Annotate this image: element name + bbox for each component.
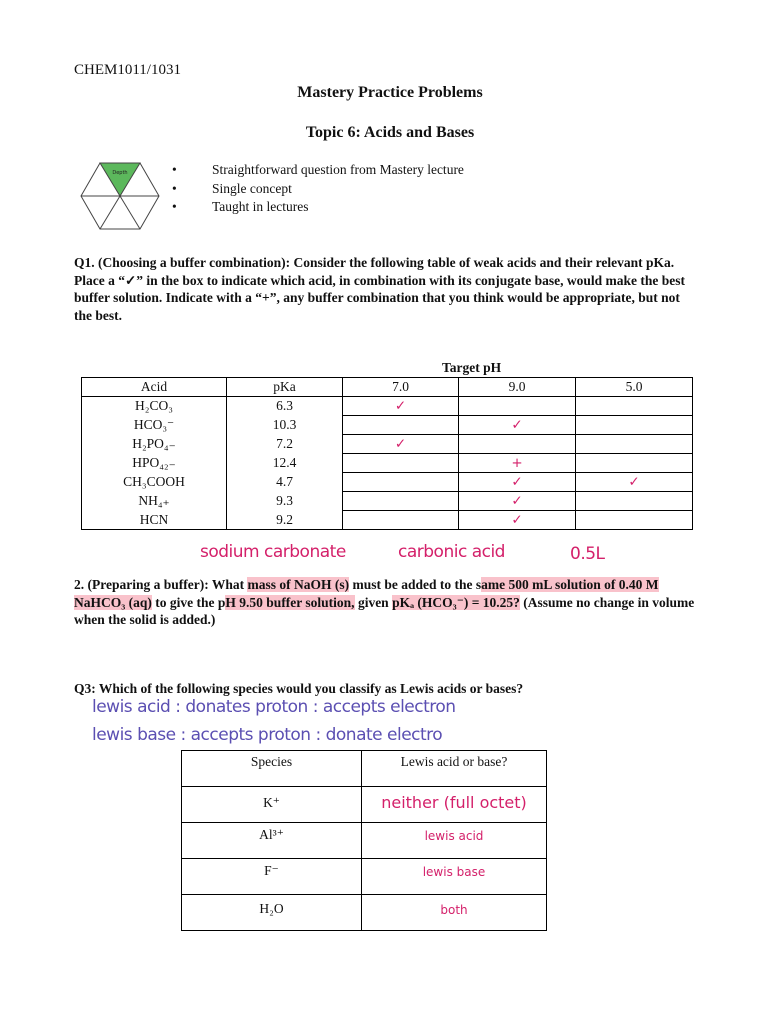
course-code: CHEM1011/1031 <box>74 62 181 78</box>
table-row <box>82 397 693 416</box>
mark-cell[interactable] <box>343 511 459 530</box>
mark-cell[interactable]: ✓ <box>459 416 576 435</box>
mark-cell[interactable] <box>576 511 693 530</box>
mark-cell[interactable] <box>576 416 693 435</box>
mark-cell[interactable] <box>343 473 459 492</box>
handwritten-lewis-base-note: lewis base : accepts proton : donate electro <box>92 725 443 745</box>
mark-cell[interactable]: ✓ <box>576 473 693 492</box>
species-cell: Al³⁺ <box>182 823 362 859</box>
table-row <box>182 787 547 823</box>
mark-cell[interactable] <box>343 416 459 435</box>
table-row <box>82 473 693 492</box>
species-cell: H₂O <box>182 895 362 931</box>
answer-cell[interactable]: both <box>362 895 547 931</box>
mark-cell[interactable]: ✓ <box>459 473 576 492</box>
pka-cell: 12.4 <box>227 454 343 473</box>
pka-cell: 9.2 <box>227 511 343 530</box>
table-row <box>182 859 547 895</box>
acid-cell: HCO₃⁻ <box>82 416 227 435</box>
table-row <box>82 435 693 454</box>
header-ph-9: 9.0 <box>459 378 576 397</box>
pka-cell: 4.7 <box>227 473 343 492</box>
acid-cell: CH₃COOH <box>82 473 227 492</box>
mark-cell[interactable] <box>576 435 693 454</box>
table-row <box>182 823 547 859</box>
hexagon-label: Depth <box>112 170 128 176</box>
criteria-list <box>172 161 464 217</box>
header-pka: pKa <box>227 378 343 397</box>
weak-acids-table <box>81 377 693 530</box>
acid-cell: H₂PO₄₋ <box>82 435 227 454</box>
table-row <box>82 511 693 530</box>
pka-cell: 7.2 <box>227 435 343 454</box>
mark-cell[interactable] <box>576 397 693 416</box>
lewis-species-table <box>181 750 547 931</box>
acid-cell: H₂CO₃ <box>82 397 227 416</box>
mark-cell[interactable]: ✓ <box>343 397 459 416</box>
table-row <box>82 454 693 473</box>
target-ph-label: Target pH <box>442 360 502 375</box>
handwritten-volume: 0.5L <box>570 544 605 564</box>
question-2-text: 2. (Preparing a buffer): What mass of NaOH (s) must be added to the same 500 mL solution of 0.40 M NaHCO₃ (aq) to give the pH 9.50 buffer solution, given pKₐ (HCO₃⁻) = 10.25? (Assume no change in volume when the solid is added.) <box>74 577 695 627</box>
handwritten-sodium-carbonate: sodium carbonate <box>200 542 346 562</box>
table-header-row <box>82 378 693 397</box>
pka-cell: 10.3 <box>227 416 343 435</box>
page-title: Mastery Practice Problems <box>297 84 483 101</box>
mark-cell[interactable]: ✓ <box>459 492 576 511</box>
question-3-text: Q3: Which of the following species would you classify as Lewis acids or bases? <box>74 681 524 696</box>
topic-title: Topic 6: Acids and Bases <box>305 124 475 141</box>
species-cell: K⁺ <box>182 787 362 823</box>
table-row <box>82 492 693 511</box>
mark-cell[interactable] <box>576 454 693 473</box>
mark-cell[interactable] <box>576 492 693 511</box>
depth-hexagon-icon <box>80 161 160 231</box>
header-acid: Acid <box>82 378 227 397</box>
header-ph-5: 5.0 <box>576 378 693 397</box>
handwritten-carbonic-acid: carbonic acid <box>398 542 505 562</box>
mark-cell[interactable]: ✓ <box>459 511 576 530</box>
header-ph-7: 7.0 <box>343 378 459 397</box>
list-item: • Straightforward question from Mastery lecture <box>172 162 464 177</box>
header-lewis: Lewis acid or base? <box>362 751 547 787</box>
pka-cell: 6.3 <box>227 397 343 416</box>
mark-cell[interactable] <box>343 492 459 511</box>
mark-cell[interactable] <box>343 454 459 473</box>
mark-cell[interactable]: + <box>459 454 576 473</box>
acid-cell: HPO₄₂₋ <box>82 454 227 473</box>
mark-cell[interactable] <box>459 435 576 454</box>
list-item: • Single concept <box>172 180 292 196</box>
table-row <box>182 895 547 931</box>
mark-cell[interactable] <box>459 397 576 416</box>
species-cell: F⁻ <box>182 859 362 895</box>
question-1-text: Q1. (Choosing a buffer combination): Consider the following table of weak acids and their relevant pKa. Place a “✓” in the box to indicate which acid, in combination with its conjugate base, would make the best buffer solution. Indicate with a “+”, any buffer combination that you think would be appropriate, but not the best. <box>74 255 685 323</box>
acid-cell: HCN <box>82 511 227 530</box>
acid-cell: NH₄₊ <box>82 492 227 511</box>
answer-cell[interactable]: neither (full octet) <box>362 787 547 823</box>
answer-cell[interactable]: lewis base <box>362 859 547 895</box>
handwritten-lewis-acid-note: lewis acid : donates proton : accepts electron <box>92 697 456 717</box>
table-header-row <box>182 751 547 787</box>
pka-cell: 9.3 <box>227 492 343 511</box>
answer-cell[interactable]: lewis acid <box>362 823 547 859</box>
table-row <box>82 416 693 435</box>
mark-cell[interactable]: ✓ <box>343 435 459 454</box>
header-species: Species <box>182 751 362 787</box>
list-item: • Taught in lectures <box>172 199 309 214</box>
